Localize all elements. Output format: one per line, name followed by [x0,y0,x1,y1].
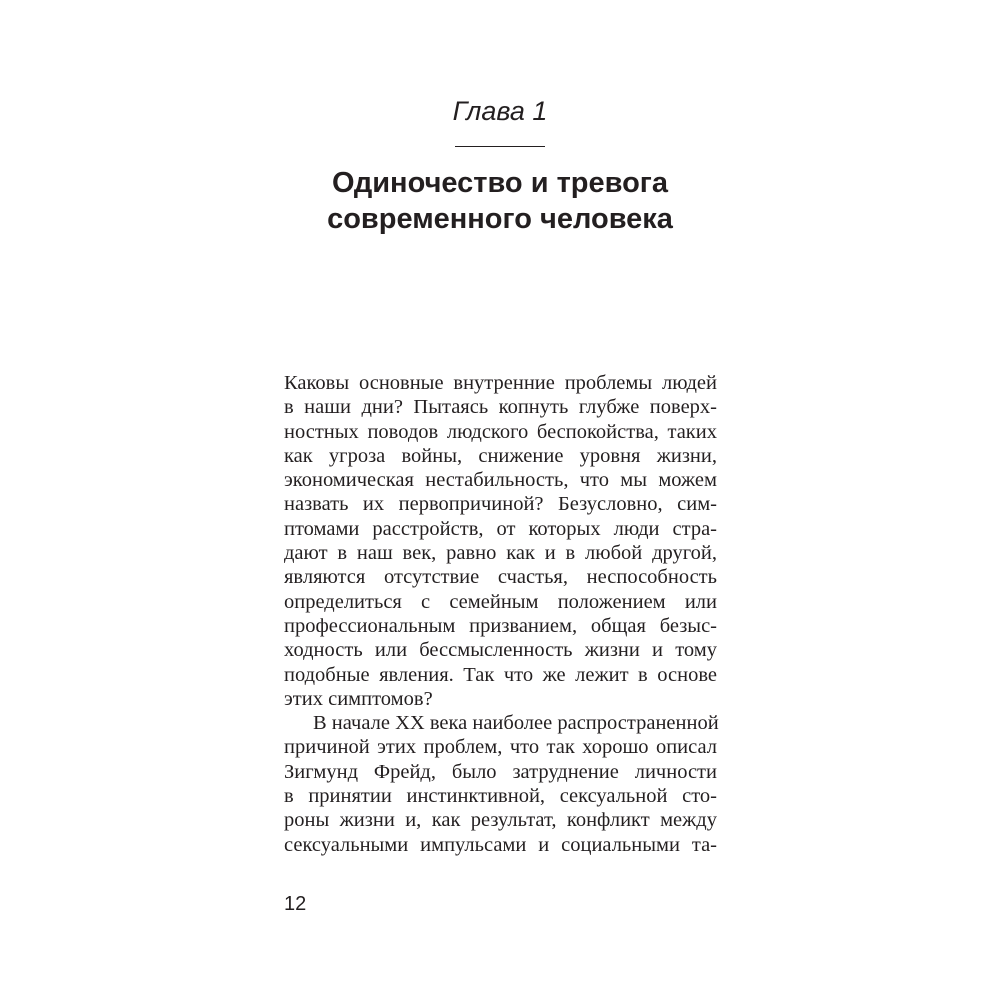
text-line: дают в наш век, равно как и в любой другой, [284,542,717,565]
paragraph [284,371,717,711]
text-line: причиной этих проблем, что так хорошо описал [284,736,717,759]
text-line: Зигмунд Фрейд, было затруднение личности [284,760,717,783]
text-line: Каковы основные внутренние проблемы людей [284,372,717,394]
text-line: В начале XX века наиболее распространенной [313,712,719,735]
chapter-title [0,165,1000,237]
chapter-label: Глава 1 [452,96,548,126]
text-line: назвать их первопричиной? Безусловно, сим- [284,493,717,516]
text-line: в наши дни? Пытаясь копнуть глубже поверх- [284,396,717,419]
paragraph [284,711,717,857]
text-line: ходность или бессмысленность жизни и тому [284,639,717,662]
text-line: профессиональным призванием, общая безыс- [284,614,717,637]
text-line: ностных поводов людского беспокойства, таких [284,420,717,443]
body-text [284,371,717,857]
text-line: экономическая нестабильность, что мы можем [284,469,717,492]
text-line: этих симптомов? [284,687,433,710]
text-line: как угроза войны, снижение уровня жизни, [284,444,717,467]
text-line: в принятии инстинктивной, сексуальной сто- [284,785,717,808]
page-number: 12 [284,893,307,915]
chapter-divider [455,146,545,147]
chapter-title-line: современного человека [327,203,673,235]
text-line: птомами расстройств, от которых люди стра- [284,517,717,540]
text-line: сексуальными импульсами и социальными та- [284,833,717,856]
text-line: определиться с семейным положением или [284,590,717,613]
text-line: являются отсутствие счастья, неспособность [284,566,717,589]
text-line: подобные явления. Так что же лежит в основе [284,663,717,686]
text-line: роны жизни и, как результат, конфликт между [284,809,717,832]
chapter-title-line: Одиночество и тревога [331,167,668,199]
